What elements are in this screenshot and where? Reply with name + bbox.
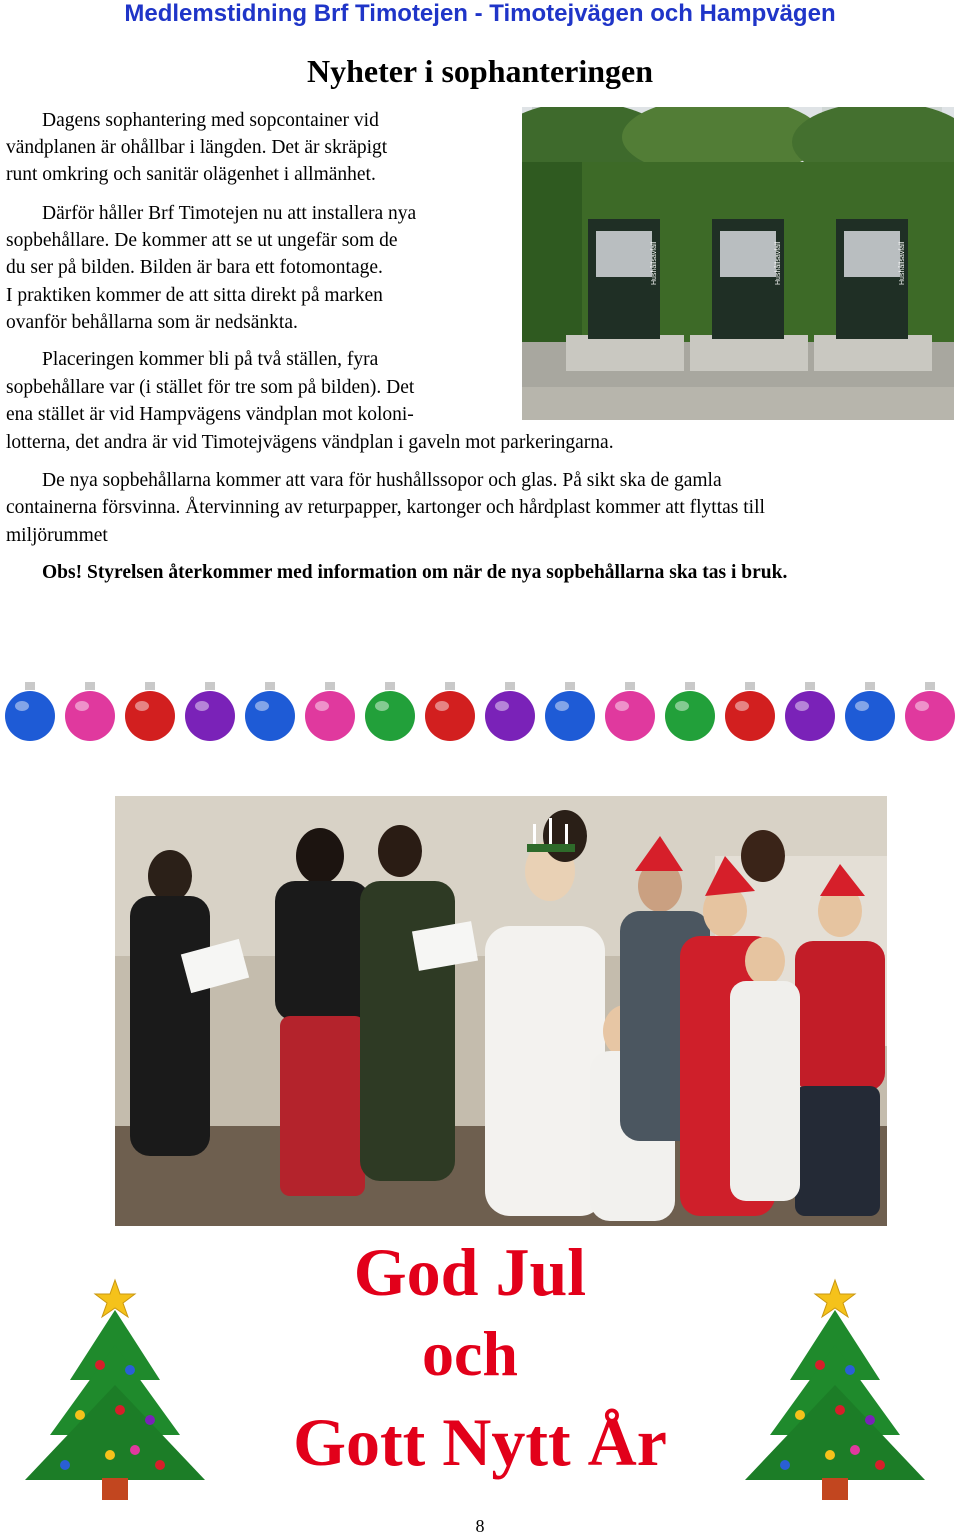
page-number: 8 xyxy=(475,1516,485,1536)
article-text-line: Därför håller Brf Timotejen nu att installera nya xyxy=(42,203,417,224)
ornament-icon xyxy=(365,682,415,741)
ornament-icon xyxy=(545,682,595,741)
article-text-line: sopbehållare var (i stället för tre som på bilden). Det xyxy=(6,377,415,398)
waste-bins-photo xyxy=(522,107,954,420)
ornament-icon xyxy=(245,682,295,741)
ornament-icon xyxy=(605,682,655,741)
ornament-icon xyxy=(185,682,235,741)
article-text-line: I praktiken kommer de att sitta direkt på marken xyxy=(6,285,383,306)
greeting-line-3: Gott Nytt År xyxy=(293,1404,667,1480)
ornament-icon xyxy=(305,682,355,741)
ornament-icon xyxy=(665,682,715,741)
ornament-garland xyxy=(0,678,960,748)
article-text-line: Placeringen kommer bli på två ställen, fyra xyxy=(42,349,379,370)
christmas-tree-icon xyxy=(20,1270,210,1505)
ornament-icon xyxy=(5,682,55,741)
ornament-icon xyxy=(125,682,175,741)
greeting-line-1: God Jul xyxy=(353,1234,587,1310)
article-text-line: Dagens sophantering med sopcontainer vid xyxy=(42,110,379,131)
article-text-line: ena stället är vid Hampvägens vändplan mot koloni- xyxy=(6,404,414,425)
lucia-celebration-photo xyxy=(115,796,887,1226)
article-text-line: miljörummet xyxy=(6,525,108,546)
bin-label-text: Hushållsavfall xyxy=(775,241,782,285)
article-text-line: De nya sopbehållarna kommer att vara för hushållssopor och glas. På sikt ska de gamla xyxy=(42,470,722,491)
ornament-icon xyxy=(785,682,835,741)
article-text-line: du ser på bilden. Bilden är bara ett fotomontage. xyxy=(6,257,383,278)
article-text-line: ovanför behållarna som är nedsänkta. xyxy=(6,312,298,333)
article-title: Nyheter i sophanteringen xyxy=(306,53,654,89)
greeting-line-2: och xyxy=(422,1318,518,1389)
bin-label-text: Hushållsavfall xyxy=(899,241,906,285)
article-text-line: lotterna, det andra är vid Timotejvägens vändplan i gaveln mot parkeringarna. xyxy=(6,432,614,453)
article-text-line: runt omkring och sanitär olägenhet i allmänhet. xyxy=(6,164,376,185)
ornament-icon xyxy=(725,682,775,741)
ornament-icon xyxy=(425,682,475,741)
ornament-icon xyxy=(485,682,535,741)
article-text-line: containerna försvinna. Återvinning av returpapper, kartonger och hårdplast kommer att flyttas till xyxy=(6,497,765,518)
article-text-line: sopbehållare. De kommer att se ut ungefär som de xyxy=(6,230,398,251)
notice-text: Obs! Styrelsen återkommer med information om när de nya sopbehållarna ska tas i bruk. xyxy=(42,562,788,583)
ornament-icon xyxy=(905,682,955,741)
christmas-tree-icon xyxy=(740,1270,930,1505)
ornament-icon xyxy=(845,682,895,741)
bin-label-text: Hushållsavfall xyxy=(651,241,658,285)
newsletter-header: Medlemstidning Brf Timotejen - Timotejvägen och Hampvägen xyxy=(124,0,836,27)
article-text-line: vändplanen är ohållbar i längden. Det är skräpigt xyxy=(6,137,388,158)
ornament-icon xyxy=(65,682,115,741)
